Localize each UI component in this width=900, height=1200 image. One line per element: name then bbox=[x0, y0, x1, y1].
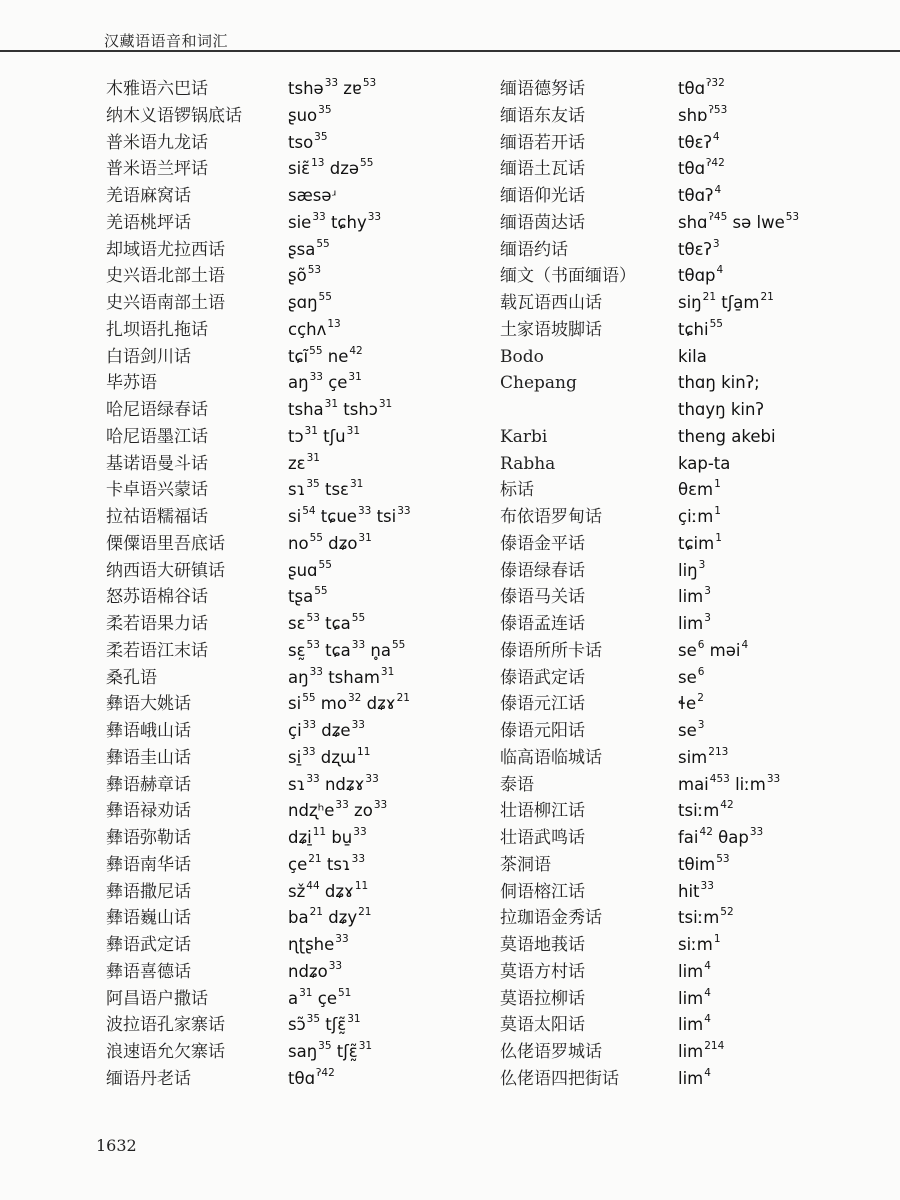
phonetic-form: ʂuo$^{35}$ bbox=[288, 103, 332, 125]
phonetic-form: ʂuɑ$^{55}$ bbox=[288, 558, 332, 580]
phonetic-form: shɒ$^{ʔ53}$ bbox=[678, 103, 728, 125]
phonetic-form: $\lim^3$ bbox=[678, 612, 711, 633]
phonetic-form: tθɑ$^{ʔ42}$ bbox=[288, 1066, 335, 1088]
phonetic-form: $\lim^4$ bbox=[678, 1013, 711, 1035]
phonetic-form: tθɛʔ$^3$ bbox=[678, 237, 720, 259]
phonetic-form: sæsəʴ bbox=[288, 186, 337, 205]
language-name: 壮语武鸣话 bbox=[500, 828, 585, 848]
language-name: 莫语太阳话 bbox=[500, 1015, 585, 1036]
language-name: Karbi bbox=[500, 426, 548, 447]
language-name: 泰语 bbox=[500, 774, 534, 795]
phonetic-form: $a^{31}$ $çe^{51}$ bbox=[288, 986, 352, 1008]
phonetic-form: tso$^{35}$ bbox=[288, 130, 328, 152]
phonetic-form: tθɑ$^{ʔ32}$ bbox=[678, 77, 725, 98]
phonetic-form: siːm$^1$ bbox=[678, 933, 721, 954]
phonetic-form: kila bbox=[678, 346, 707, 366]
language-name: 傣语绿春话 bbox=[500, 560, 585, 581]
language-name: 普米语兰坪话 bbox=[106, 159, 208, 180]
page-number: 1632 bbox=[96, 1136, 137, 1155]
phonetic-form: fai$^{42}$ θap$^{33}$ bbox=[678, 826, 764, 847]
language-name: 普米语九龙话 bbox=[106, 132, 208, 153]
phonetic-form: $si^{54}$ tɕue$^{33}$ tsi$^{33}$ bbox=[288, 505, 411, 526]
phonetic-form: tɕim$^1$ bbox=[678, 531, 722, 553]
phonetic-form: liŋ$^3$ bbox=[678, 558, 706, 580]
phonetic-form: $\lim^3$ bbox=[678, 585, 711, 607]
phonetic-form: $si^{55}$ $mo^{32}$ dʑɤ$^{21}$ bbox=[288, 692, 410, 714]
phonetic-form: tɕĩ$^{55}$ $ne^{42}$ bbox=[288, 344, 363, 366]
phonetic-form: tθɛʔ$^4$ bbox=[678, 130, 720, 152]
language-name: 缅语土瓦话 bbox=[500, 159, 585, 180]
language-name: 临高语临城话 bbox=[500, 747, 602, 768]
language-name: Chepang bbox=[500, 373, 577, 394]
phonetic-form: sɿ$^{33}$ ndʑɤ$^{33}$ bbox=[288, 772, 379, 794]
language-name: 傣语孟连话 bbox=[500, 614, 585, 634]
phonetic-form: $se^6$ məi$^4$ bbox=[678, 638, 749, 660]
phonetic-form: ɬe$^2$ bbox=[678, 692, 704, 714]
language-name: 浪速语允欠寨话 bbox=[106, 1042, 225, 1062]
phonetic-form: ndʑo$^{33}$ bbox=[288, 959, 343, 981]
language-name: 彝语巍山话 bbox=[106, 908, 191, 929]
running-header bbox=[0, 0, 900, 52]
phonetic-form: sɛ$^{53}$ tɕa$^{55}$ bbox=[288, 612, 366, 633]
phonetic-form: theng akebi bbox=[678, 426, 776, 446]
language-name: 缅语德努话 bbox=[500, 79, 585, 99]
phonetic-form: $ba^{21}$ dʑy$^{21}$ bbox=[288, 906, 372, 928]
language-name: 怒苏语棉谷话 bbox=[106, 587, 208, 608]
phonetic-form: $\lim^4$ bbox=[678, 986, 711, 1008]
language-name: 彝语赫章话 bbox=[106, 774, 191, 795]
phonetic-form: $no^{55}$ dʑo$^{31}$ bbox=[288, 531, 372, 553]
phonetic-form: tsiːm$^{42}$ bbox=[678, 799, 734, 821]
language-name: 缅语茵达话 bbox=[500, 212, 585, 233]
language-name: 彝语喜德话 bbox=[106, 961, 191, 982]
language-name: 傣语武定话 bbox=[500, 667, 585, 688]
running-title: 汉藏语语音和词汇 bbox=[104, 32, 229, 50]
phonetic-form: hit$^{33}$ bbox=[678, 879, 714, 901]
language-name: 缅语东友话 bbox=[500, 105, 585, 126]
phonetic-form: kap-ta bbox=[678, 453, 731, 473]
language-name: Rabha bbox=[500, 453, 556, 474]
language-name: 扎坝语扎拖话 bbox=[106, 319, 208, 340]
phonetic-form: sɛ̰$^{53}$ tɕa$^{33}$ $n̥a^{55}$ bbox=[288, 638, 406, 660]
phonetic-form: shɑ$^{ʔ45}$ sə lwe$^{53}$ bbox=[678, 210, 800, 232]
language-name: 傣语所所卡话 bbox=[500, 640, 602, 661]
language-name: 柔若语果力话 bbox=[106, 614, 208, 634]
language-name: 拉珈语金秀话 bbox=[500, 908, 602, 929]
phonetic-form: tsiːm$^{52}$ bbox=[678, 906, 734, 928]
language-name: 史兴语南部土语 bbox=[106, 293, 225, 313]
language-name: 傣语元阳话 bbox=[500, 721, 585, 741]
language-name: 纳木义语锣锅底话 bbox=[106, 105, 242, 126]
phonetic-form: $çe^{21}$ tsɿ$^{33}$ bbox=[288, 852, 366, 874]
phonetic-form: tθɑp$^4$ bbox=[678, 264, 724, 286]
phonetic-form: $\lim^{214}$ bbox=[678, 1040, 725, 1061]
phonetic-form: $çi^{33}$ dʑe$^{33}$ bbox=[288, 719, 365, 740]
language-name: 柔若语江末话 bbox=[106, 640, 208, 661]
phonetic-form: çiːm$^1$ bbox=[678, 505, 721, 526]
language-name: 哈尼语绿春话 bbox=[106, 400, 208, 420]
language-name: 侗语榕江话 bbox=[500, 881, 585, 902]
phonetic-form: θɛm$^1$ bbox=[678, 478, 721, 500]
phonetic-form: tsha$^{31}$ tshɔ$^{31}$ bbox=[288, 398, 393, 419]
language-name: 壮语柳江话 bbox=[500, 801, 585, 822]
language-name: 拉祜语糯福话 bbox=[106, 507, 208, 527]
phonetic-form: ndʐʰe$^{33}$ $zo^{33}$ bbox=[288, 799, 388, 821]
language-name: 彝语峨山话 bbox=[106, 721, 191, 741]
language-name: 羌语麻窝话 bbox=[106, 186, 191, 206]
language-name: 毕苏语 bbox=[106, 373, 157, 394]
language-name: 缅语丹老话 bbox=[106, 1068, 191, 1089]
language-name: 缅语若开话 bbox=[500, 132, 585, 153]
language-name: 傣语马关话 bbox=[500, 587, 585, 608]
language-name: 纳西语大研镇话 bbox=[106, 560, 225, 581]
phonetic-form: si̱$^{33}$ dʐɯ$^{11}$ bbox=[288, 745, 371, 767]
language-name: 土家语坡脚话 bbox=[500, 319, 602, 340]
language-name: 波拉语孔家寨话 bbox=[106, 1015, 225, 1036]
language-name: 莫语拉柳话 bbox=[500, 988, 585, 1009]
language-name: 莫语地莪话 bbox=[500, 935, 585, 955]
phonetic-form: ɳʈʂhe$^{33}$ bbox=[288, 933, 349, 954]
language-name: 却域语尤拉西话 bbox=[106, 239, 225, 260]
phonetic-form: mai$^{453}$ liːm$^{33}$ bbox=[678, 772, 781, 794]
phonetic-form: thɑyŋ kinʔ bbox=[678, 400, 764, 419]
phonetic-form: ʂɑŋ$^{55}$ bbox=[288, 291, 332, 312]
phonetic-form: tθim$^{53}$ bbox=[678, 852, 730, 874]
language-name: 布依语罗甸话 bbox=[500, 507, 602, 527]
phonetic-form: thɑŋ kinʔ; bbox=[678, 373, 760, 393]
phonetic-form: siɛ̃$^{13}$ dzə$^{55}$ bbox=[288, 157, 374, 179]
language-name: 白语剑川话 bbox=[106, 346, 191, 367]
language-name: 史兴语北部土语 bbox=[106, 266, 225, 287]
language-name: 仫佬语罗城话 bbox=[500, 1042, 602, 1062]
language-name: 彝语弥勒话 bbox=[106, 828, 191, 848]
language-name: 彝语撒尼话 bbox=[106, 881, 191, 902]
phonetic-form: cçhʌ$^{13}$ bbox=[288, 317, 341, 339]
phonetic-form: sim$^{213}$ bbox=[678, 745, 729, 767]
phonetic-form: sɔ̃$^{35}$ tʃɛ̰̃$^{31}$ bbox=[288, 1013, 361, 1035]
language-name: 木雅语六巴话 bbox=[106, 79, 208, 99]
language-name: 莫语方村话 bbox=[500, 961, 585, 982]
phonetic-form: $aŋ^{33}$ tsham$^{31}$ bbox=[288, 665, 395, 687]
language-name: 傈僳语里吾底话 bbox=[106, 533, 225, 554]
phonetic-form: saŋ$^{35}$ tʃɛ̰̃$^{31}$ bbox=[288, 1040, 373, 1061]
language-name: 载瓦语西山话 bbox=[500, 293, 602, 313]
phonetic-form: tθɑ$^{ʔ42}$ bbox=[678, 157, 725, 179]
phonetic-form: $\lim^4$ bbox=[678, 1066, 711, 1088]
language-name: 仫佬语四把街话 bbox=[500, 1068, 619, 1089]
phonetic-form: ʂõ$^{53}$ bbox=[288, 264, 322, 286]
language-name: 茶洞语 bbox=[500, 854, 551, 875]
phonetic-form: dʑi̱$^{11}$ bu̱$^{33}$ bbox=[288, 826, 367, 847]
language-name: 阿昌语户撒话 bbox=[106, 988, 208, 1009]
phonetic-form: $se^3$ bbox=[678, 719, 705, 740]
language-name: 哈尼语墨江话 bbox=[106, 426, 208, 447]
language-name: 彝语南华话 bbox=[106, 854, 191, 875]
language-name: 傣语元江话 bbox=[500, 694, 585, 715]
language-name: 缅语仰光话 bbox=[500, 186, 585, 206]
phonetic-form: sɿ$^{35}$ tsɛ$^{31}$ bbox=[288, 478, 364, 500]
language-name: 彝语禄劝话 bbox=[106, 801, 191, 822]
phonetic-form: tɔ$^{31}$ tʃu$^{31}$ bbox=[288, 424, 361, 446]
language-name: 基诺语曼斗话 bbox=[106, 453, 208, 474]
phonetic-form: tθɑʔ$^4$ bbox=[678, 184, 722, 205]
phonetic-form: sie$^{33}$ tɕhy$^{33}$ bbox=[288, 210, 382, 232]
language-name: 彝语圭山话 bbox=[106, 747, 191, 768]
language-name: 缅语约话 bbox=[500, 239, 568, 260]
language-name: 彝语武定话 bbox=[106, 935, 191, 955]
language-name: 缅文（书面缅语） bbox=[500, 266, 636, 287]
phonetic-form: $\lim^4$ bbox=[678, 959, 711, 981]
language-name: 卡卓语兴蒙话 bbox=[106, 480, 208, 501]
phonetic-form: tʂa$^{55}$ bbox=[288, 585, 328, 607]
phonetic-form: tshə$^{33}$ zɐ$^{53}$ bbox=[288, 77, 377, 98]
phonetic-form: siŋ$^{21}$ $tʃa̱m^{21}$ bbox=[678, 291, 774, 312]
phonetic-form: $aŋ^{33}$ $çe^{31}$ bbox=[288, 371, 362, 393]
phonetic-form: $sž^{44}$ dʑɤ$^{11}$ bbox=[288, 879, 369, 901]
phonetic-form: $se^6$ bbox=[678, 665, 705, 687]
language-name: 标话 bbox=[500, 480, 534, 501]
phonetic-form: ʂsa$^{55}$ bbox=[288, 237, 330, 259]
phonetic-form: zɛ$^{31}$ bbox=[288, 451, 320, 473]
language-name: 傣语金平话 bbox=[500, 533, 585, 554]
language-name: Bodo bbox=[500, 346, 544, 367]
language-name: 彝语大姚话 bbox=[106, 694, 191, 715]
phonetic-form: tɕhi$^{55}$ bbox=[678, 317, 723, 339]
language-name: 羌语桃坪话 bbox=[106, 212, 191, 233]
language-name: 桑孔语 bbox=[106, 667, 157, 688]
